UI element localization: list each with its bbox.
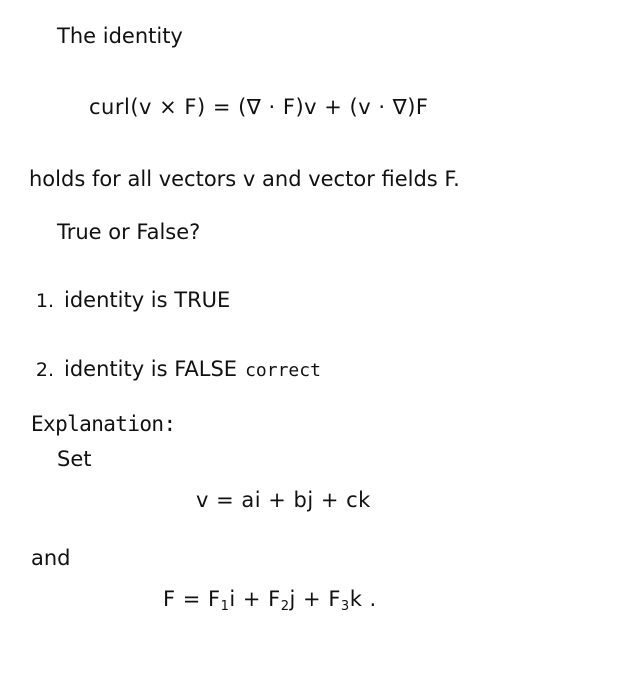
F-formula-mid-2: j + F [289, 587, 341, 611]
intro-text: The identity [57, 24, 183, 48]
and-word: and [31, 546, 71, 570]
F-subscript-3: 3 [340, 598, 350, 614]
question-text: True or False? [57, 220, 201, 244]
vector-v-formula: v = ai + bj + ck [196, 488, 371, 512]
holds-statement: holds for all vectors v and vector fields F. [29, 167, 460, 191]
identity-formula: curl(v × F) = (∇ · F)v + (v · ∇)F [89, 95, 429, 119]
vector-F-formula [163, 587, 377, 614]
choice-2-label: identity is FALSE [64, 357, 238, 381]
correct-marker: correct [245, 360, 321, 381]
choice-1-label: identity is TRUE [64, 288, 231, 312]
choice-1-number: 1. [35, 290, 54, 312]
F-subscript-2: 2 [280, 598, 290, 614]
explanation-heading: Explanation: [31, 412, 176, 436]
set-word: Set [57, 447, 92, 471]
choice-2-number: 2. [35, 359, 54, 381]
F-formula-prefix: F = F [163, 587, 221, 611]
F-formula-end: k . [349, 587, 377, 611]
choice-option-1[interactable] [20, 288, 230, 312]
choice-option-2[interactable] [20, 357, 321, 381]
F-subscript-1: 1 [220, 598, 230, 614]
F-formula-mid-1: i + F [229, 587, 281, 611]
